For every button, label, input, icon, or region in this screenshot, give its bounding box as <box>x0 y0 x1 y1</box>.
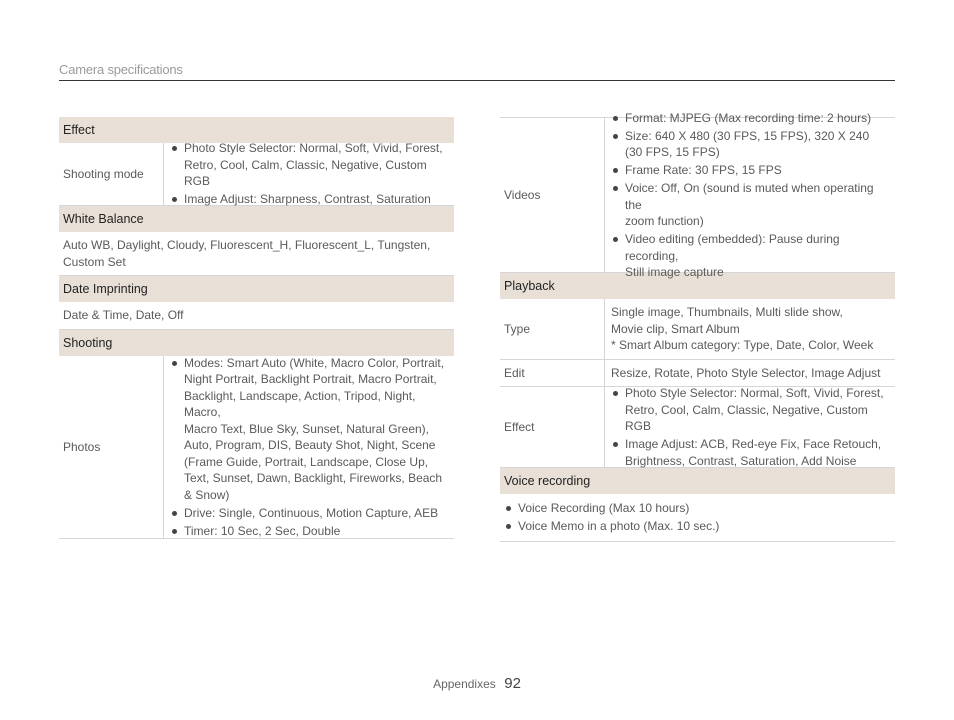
list-item: Size: 640 X 480 (30 FPS, 15 FPS), 320 X 240 (30 FPS, 15 FPS) <box>611 128 889 161</box>
list-item: Voice Recording (Max 10 hours) <box>504 500 891 517</box>
list-item: Timer: 10 Sec, 2 Sec, Double <box>170 523 448 540</box>
row-label: Effect <box>500 387 605 467</box>
section-white-balance <box>59 206 454 232</box>
section-title: Voice recording <box>504 474 591 488</box>
row-label: Type <box>500 299 605 359</box>
row-photos <box>59 356 454 539</box>
row-value: Date & Time, Date, Off <box>63 308 184 323</box>
row-shooting-mode <box>59 143 454 206</box>
section-title: Shooting <box>63 336 113 350</box>
row-value: Resize, Rotate, Photo Style Selector, Image Adjust <box>611 365 881 380</box>
row-voice-recording <box>500 494 895 542</box>
section-date-imprinting <box>59 276 454 302</box>
list-item: Frame Rate: 30 FPS, 15 FPS <box>611 162 889 179</box>
row-label: Photos <box>59 356 164 538</box>
right-spec-table <box>500 110 895 542</box>
row-label: Edit <box>500 360 605 386</box>
row-value <box>164 143 454 205</box>
row-value: Auto WB, Daylight, Cloudy, Fluorescent_H, Fluorescent_L, Tungsten, Custom Set <box>63 238 431 269</box>
section-title: Effect <box>63 123 95 137</box>
footer-section-name: Appendixes <box>433 677 496 691</box>
section-title: Date Imprinting <box>63 282 148 296</box>
row-value: Single image, Thumbnails, Multi slide show, Movie clip, Smart Album * Smart Album category: Type, Date, Color, Week <box>611 305 874 353</box>
header-divider <box>59 80 895 81</box>
list-item: Image Adjust: ACB, Red-eye Fix, Face Retouch, Brightness, Contrast, Saturation, Add Noise <box>611 436 889 469</box>
row-value <box>605 110 895 279</box>
row-value <box>500 494 895 541</box>
row-label: Videos <box>500 118 605 272</box>
list-item: Voice: Off, On (sound is muted when operating the zoom function) <box>611 180 889 230</box>
section-shooting <box>59 330 454 356</box>
left-spec-table <box>59 117 454 539</box>
row-value <box>164 356 454 538</box>
page-header-title: Camera specifications <box>59 62 183 77</box>
row-white-balance <box>59 232 454 276</box>
list-item: Drive: Single, Continuous, Motion Capture, AEB <box>170 505 448 522</box>
list-item: Format: MJPEG (Max recording time: 2 hours) <box>611 110 889 127</box>
list-item: Video editing (embedded): Pause during recording, Still image capture <box>611 231 889 281</box>
list-item: Photo Style Selector: Normal, Soft, Vivid, Forest, Retro, Cool, Calm, Classic, Negative, Custom RGB <box>611 385 889 435</box>
row-date-imprinting <box>59 302 454 330</box>
row-videos <box>500 110 895 279</box>
section-title: Playback <box>504 279 555 293</box>
list-item: Modes: Smart Auto (White, Macro Color, Portrait, Night Portrait, Backlight Portrait, Macro Portrait, Backlight, Landscape, Action, Tripod, Night, Macro, Macro Text, Blue Sky, Sunset, Natural Green), Auto, Program, DIS, Beauty Shot, Night, Scene (Frame Guide, Portrait, Landscape, Close Up, Text, Sunset, Dawn, Backlight, Fireworks, Beach & Snow) <box>170 355 448 504</box>
row-effect <box>500 387 895 468</box>
row-type <box>500 299 895 360</box>
list-item: Photo Style Selector: Normal, Soft, Vivid, Forest, Retro, Cool, Calm, Classic, Negative, Custom RGB <box>170 140 448 190</box>
row-value <box>605 387 895 467</box>
list-item: Voice Memo in a photo (Max. 10 sec.) <box>504 518 891 535</box>
row-label: Shooting mode <box>59 143 164 205</box>
list-item: Image Adjust: Sharpness, Contrast, Saturation <box>170 191 448 208</box>
page-footer <box>0 675 954 693</box>
section-title: White Balance <box>63 212 144 226</box>
page-number: 92 <box>504 675 521 692</box>
section-voice-recording <box>500 468 895 494</box>
